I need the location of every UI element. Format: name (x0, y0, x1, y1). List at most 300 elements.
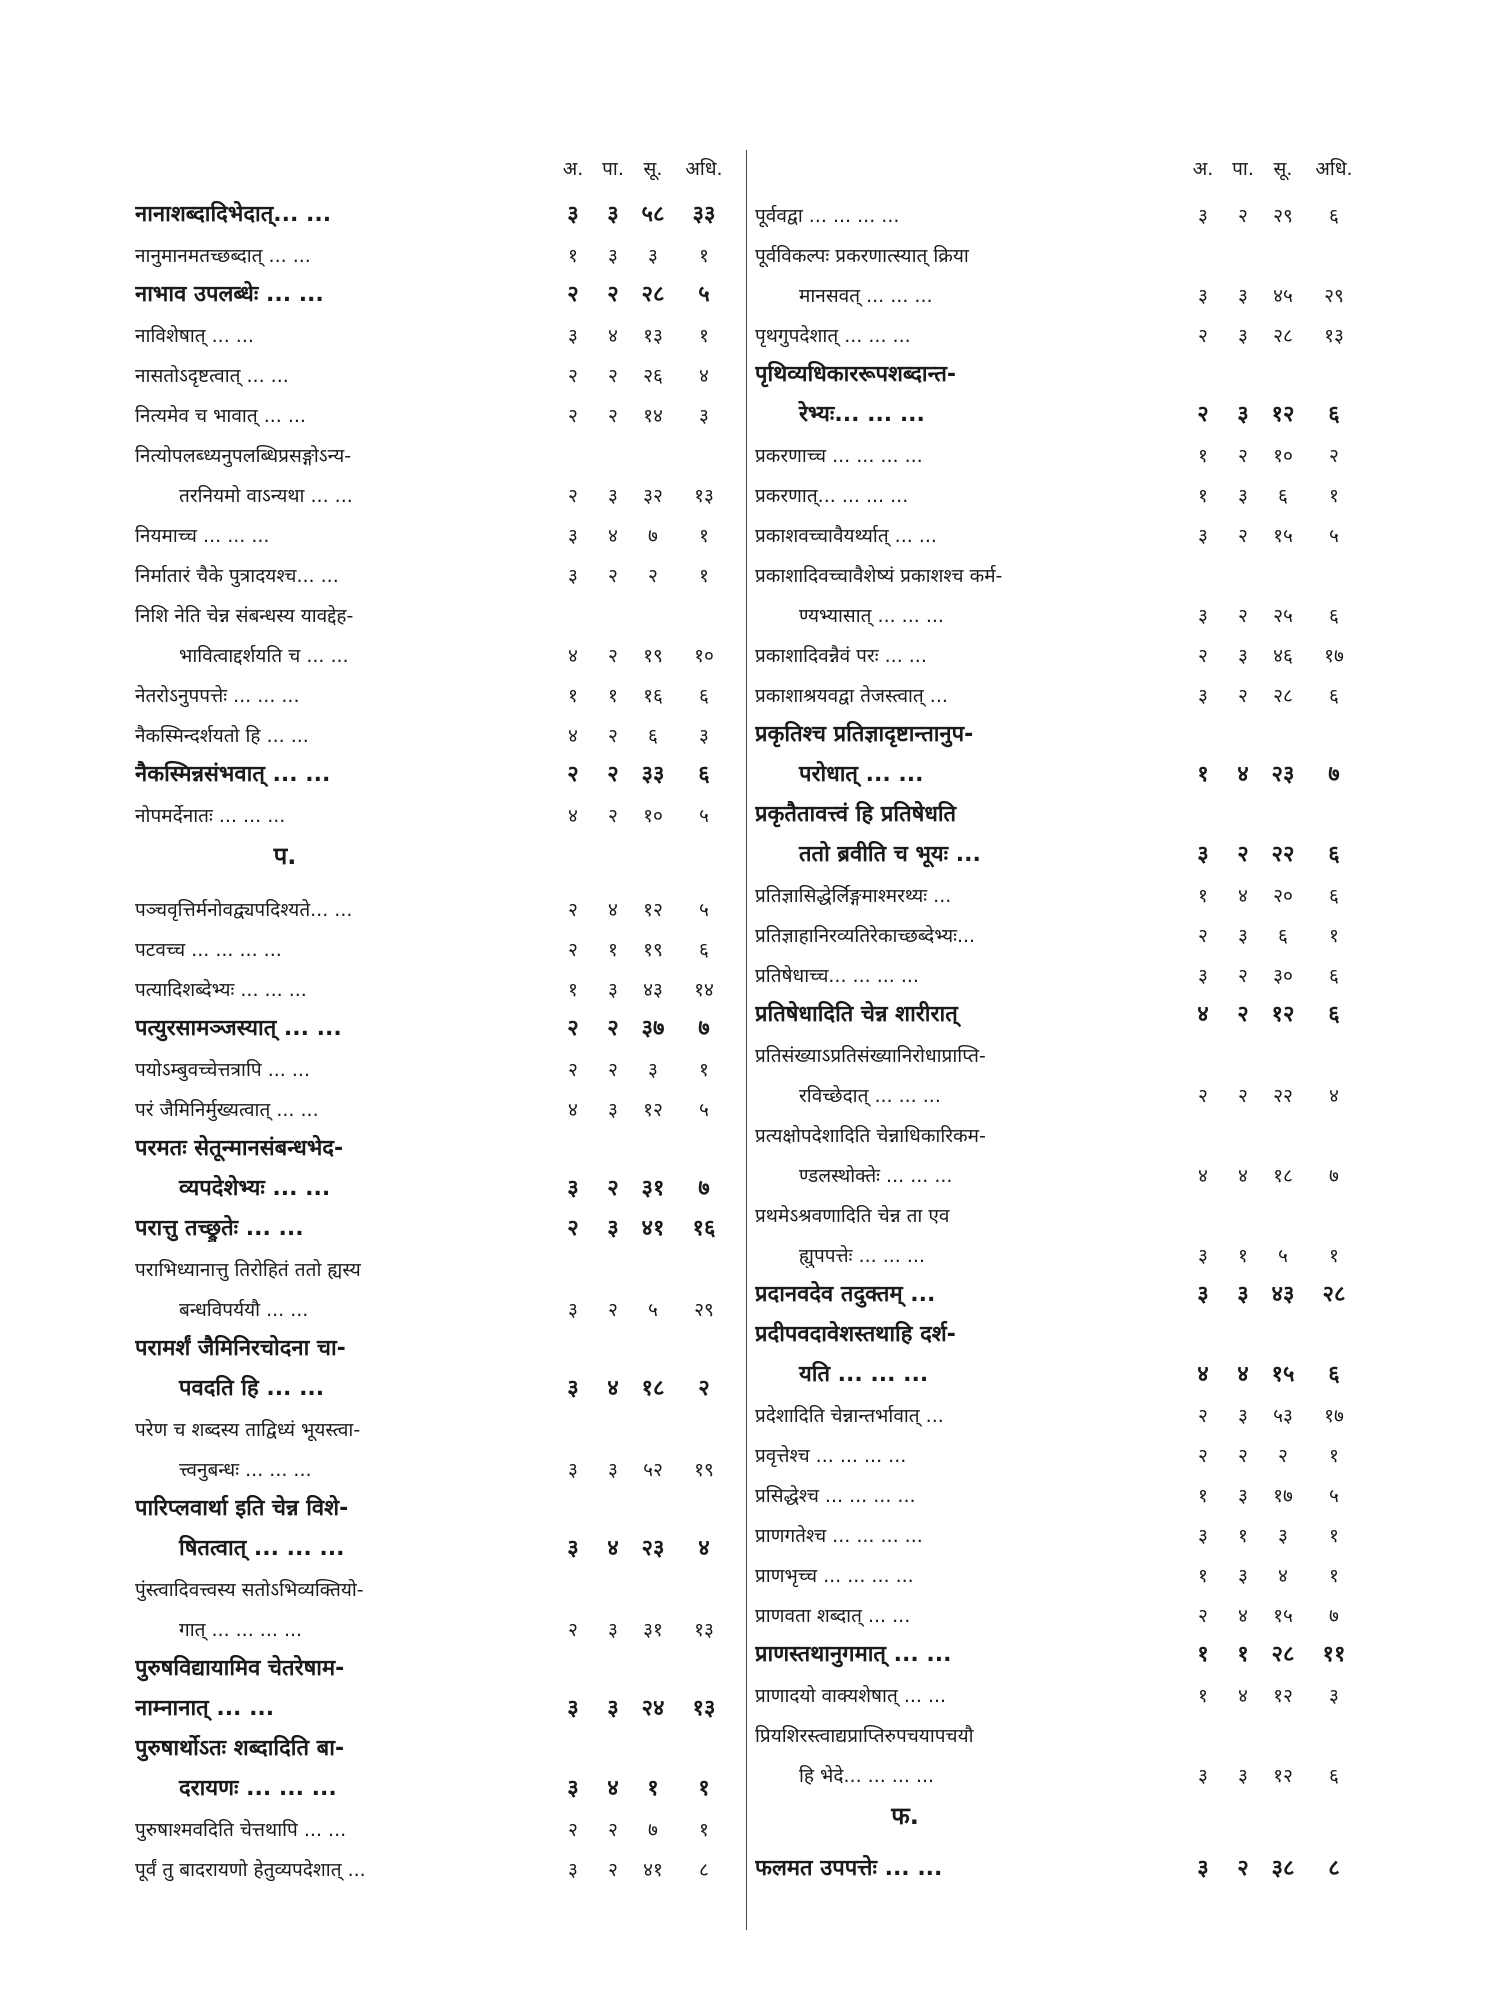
adhyaya-number: ३ (567, 1376, 579, 1401)
index-entry (755, 588, 1365, 628)
index-entry (135, 548, 735, 588)
adhyaya-number: १ (1198, 885, 1208, 907)
index-entry (135, 788, 735, 828)
index-entry (755, 628, 1365, 668)
sutra-number: ३१ (643, 1619, 663, 1641)
adhyaya-number: २ (568, 485, 578, 507)
adhyaya-number: ४ (568, 725, 578, 747)
sutra-text: पूर्ववद्वा ... ... ... ... (755, 205, 900, 227)
index-entry (755, 1588, 1365, 1628)
index-entry (135, 1442, 735, 1482)
sutra-text: प्रदानवदेव तदुक्तम् ... (755, 1282, 936, 1307)
sutra-number: १८ (1273, 1165, 1293, 1187)
sutra-text: ततो ब्रवीति च भूयः ... (799, 842, 981, 867)
right-column (755, 148, 1365, 1882)
adhikarana-number: १७ (1324, 645, 1344, 667)
adhyaya-number: ३ (1198, 525, 1208, 547)
pada-number: २ (608, 1059, 618, 1081)
sutra-text: प्रकृतिश्च प्रतिज्ञादृष्टान्तानुप- (755, 722, 974, 747)
sutra-text: ह्युपपत्तेः ... ... ... (799, 1245, 925, 1267)
sutra-number: ६ (648, 725, 658, 747)
sutra-text: पत्यादिशब्देभ्यः ... ... ... (135, 979, 307, 1001)
header-sutra: सू. (643, 158, 663, 180)
pada-number: ४ (1237, 1362, 1249, 1387)
sutra-text: षितत्वात् ... ... ... (179, 1536, 345, 1561)
adhyaya-number: ३ (1197, 842, 1209, 867)
sutra-text: प्रतिज्ञासिद्धेर्लिङ्गमाश्मरथ्यः ... (755, 885, 952, 907)
pada-number: ३ (1238, 485, 1248, 507)
adhyaya-number: २ (567, 762, 579, 787)
index-entry (755, 1188, 1365, 1228)
adhyaya-number: ३ (1198, 1525, 1208, 1547)
sutra-text: प्रकाशादिवन्नैवं परः ... ... (755, 645, 927, 667)
adhyaya-number: २ (567, 1216, 579, 1241)
sutra-number: ५३ (1273, 1405, 1293, 1427)
sutra-number: ५ (1278, 1245, 1288, 1267)
sutra-text: प्रवृत्तेश्च ... ... ... ... (755, 1445, 907, 1467)
pada-number: ३ (608, 485, 618, 507)
sutra-text: बन्धविपर्ययौ ... ... (179, 1299, 309, 1321)
sutra-number: ५८ (641, 202, 665, 227)
pada-number: ३ (608, 1099, 618, 1121)
adhyaya-number: २ (567, 282, 579, 307)
sutra-text: प्रियशिरस्त्वाद्यप्राप्तिरुपचयापचयौ (755, 1725, 974, 1747)
sutra-number: ४६ (1273, 645, 1293, 667)
index-entry (755, 268, 1365, 308)
index-entry (135, 1682, 735, 1722)
adhikarana-number: १४ (694, 979, 714, 1001)
sutra-number: १२ (1273, 1765, 1293, 1787)
index-entry (755, 228, 1365, 268)
sutra-number: ३ (648, 245, 658, 267)
sutra-number: १९ (643, 645, 663, 667)
pada-number: २ (608, 565, 618, 587)
sutra-text: प्रदीपवदावेशस्तथाहि दर्श- (755, 1322, 956, 1347)
adhyaya-number: २ (1198, 325, 1208, 347)
index-entry (135, 922, 735, 962)
index-entry (755, 1428, 1365, 1468)
pada-number: ३ (1238, 1565, 1248, 1587)
adhyaya-number: ३ (1197, 1856, 1209, 1881)
pada-number: २ (607, 282, 619, 307)
adhyaya-number: ४ (1197, 1362, 1209, 1387)
pada-number: १ (1237, 1642, 1249, 1667)
section-letter: फ. (891, 1801, 919, 1830)
index-entry (135, 268, 735, 308)
index-entry (755, 1468, 1365, 1508)
sutra-text: नोपमर्देनातः ... ... ... (135, 805, 286, 827)
index-entry (755, 868, 1365, 908)
sutra-text: प्रदेशादिति चेन्नान्तर्भावात् ... (755, 1405, 944, 1427)
sutra-number: २३ (641, 1536, 665, 1561)
sutra-number: २८ (1273, 325, 1293, 347)
index-entry (755, 1348, 1365, 1388)
pada-number: ३ (1238, 645, 1248, 667)
adhikarana-number: ६ (1329, 685, 1339, 707)
sutra-number: १५ (1271, 1362, 1295, 1387)
index-entry (135, 1762, 735, 1802)
index-entry (135, 308, 735, 348)
index-entry (755, 908, 1365, 948)
adhyaya-number: ४ (1197, 1002, 1209, 1027)
pada-number: ४ (1238, 1165, 1248, 1187)
index-entry (755, 1708, 1365, 1748)
adhyaya-number: ३ (568, 525, 578, 547)
sutra-number: २८ (641, 282, 665, 307)
adhyaya-number: २ (568, 1059, 578, 1081)
index-entry (755, 1388, 1365, 1428)
adhyaya-number: १ (1198, 445, 1208, 467)
index-entry (755, 1548, 1365, 1588)
header-pada: पा. (1232, 158, 1254, 180)
sutra-text: परमतः सेतून्मानसंबन्धभेद- (135, 1136, 344, 1161)
index-entry (135, 348, 735, 388)
sutra-text: प्रतिज्ञाहानिरव्यतिरेकाच्छब्देभ्यः... (755, 925, 976, 947)
adhikarana-number: २ (1329, 445, 1339, 467)
header-pada: पा. (602, 158, 624, 180)
index-entry (755, 1308, 1365, 1348)
sutra-number: ३ (648, 1059, 658, 1081)
sutra-text: प्रकाशवच्चावैयर्थ्यात् ... ... (755, 525, 937, 547)
pada-number: २ (1238, 685, 1248, 707)
sutra-text: प्रतिषेधादिति चेन्न शारीरात् (755, 1002, 958, 1027)
sutra-number: २९ (1273, 205, 1293, 227)
index-entry (755, 468, 1365, 508)
index-entry (135, 1242, 735, 1282)
adhikarana-number: १७ (1324, 1405, 1344, 1427)
adhikarana-number: ५ (699, 899, 709, 921)
adhyaya-number: १ (568, 685, 578, 707)
pada-number: ३ (1238, 925, 1248, 947)
sutra-number: २ (1278, 1445, 1288, 1467)
adhyaya-number: २ (568, 405, 578, 427)
adhyaya-number: ३ (568, 565, 578, 587)
sutra-text: त्त्वनुबन्धः ... ... ... (179, 1459, 312, 1481)
index-entry (755, 388, 1365, 428)
sutra-text: प्राणादयो वाक्यशेषात् ... ... (755, 1685, 947, 1707)
pada-number: २ (608, 1819, 618, 1841)
index-entry (135, 1002, 735, 1042)
sutra-number: १२ (643, 1099, 663, 1121)
pada-number: २ (1238, 1085, 1248, 1107)
sutra-text: भावित्वाद्दर्शयति च ... ... (179, 645, 349, 667)
pada-number: ३ (608, 979, 618, 1001)
index-entry (755, 428, 1365, 468)
sutra-number: ६ (1278, 925, 1288, 947)
sutra-text: पृथगुपदेशात् ... ... ... (755, 325, 911, 347)
adhyaya-number: ३ (567, 1776, 579, 1801)
adhyaya-number: २ (568, 1619, 578, 1641)
sutra-number: २८ (1271, 1642, 1295, 1667)
adhikarana-number: १३ (694, 485, 714, 507)
sutra-text: निर्मातारं चैके पुत्रादयश्च... ... (135, 565, 339, 587)
sutra-text: पयोऽम्बुवच्चेत्तत्रापि ... ... (135, 1059, 310, 1081)
sutra-text: प्रतिसंख्याऽप्रतिसंख्यानिरोधाप्राप्ति- (755, 1045, 986, 1067)
pada-number: ४ (1238, 1605, 1248, 1627)
adhikarana-number: ६ (1328, 842, 1340, 867)
index-entry (755, 988, 1365, 1028)
index-entry (755, 348, 1365, 388)
index-entry (135, 1362, 735, 1402)
sutra-text: नासतोऽदृष्टत्वात् ... ... (135, 365, 289, 387)
adhikarana-number: २९ (694, 1299, 714, 1321)
sutra-number: १२ (1271, 1002, 1295, 1027)
index-entry (755, 828, 1365, 868)
adhikarana-number: २९ (1324, 285, 1344, 307)
adhikarana-number: ५ (698, 282, 710, 307)
sutra-number: २५ (1273, 605, 1293, 627)
pada-number: १ (1238, 1525, 1248, 1547)
sutra-text: यति ... ... ... (799, 1362, 929, 1387)
header-adhyaya: अ. (1192, 158, 1214, 180)
pada-number: २ (608, 1859, 618, 1881)
sutra-text: व्यपदेशेभ्यः ... ... (179, 1176, 331, 1201)
sutra-text: नैकस्मिन्नसंभवात् ... ... (135, 762, 331, 787)
adhikarana-number: ६ (1328, 1362, 1340, 1387)
sutra-text: पत्युरसामञ्जस्यात् ... ... (135, 1016, 342, 1041)
index-entry (135, 468, 735, 508)
adhyaya-number: ३ (567, 1696, 579, 1721)
index-entry (135, 1802, 735, 1842)
sutra-number: १० (643, 805, 663, 827)
adhyaya-number: २ (568, 365, 578, 387)
sutra-number: १४ (643, 405, 663, 427)
header-adhyaya: अ. (562, 158, 584, 180)
adhyaya-number: १ (1198, 485, 1208, 507)
sutra-number: १९ (643, 939, 663, 961)
pada-number: २ (608, 405, 618, 427)
adhyaya-number: १ (1198, 1485, 1208, 1507)
adhikarana-number: ६ (1329, 885, 1339, 907)
index-entry (755, 1508, 1365, 1548)
adhyaya-number: ३ (568, 1459, 578, 1481)
right-entries (755, 188, 1365, 1882)
adhikarana-number: ५ (1329, 525, 1339, 547)
sutra-number: ७ (648, 1819, 658, 1841)
adhyaya-number: ४ (568, 645, 578, 667)
index-entry (755, 308, 1365, 348)
index-entry (135, 1122, 735, 1162)
sutra-text: रविच्छेदात् ... ... ... (799, 1085, 941, 1107)
sutra-number: २२ (1273, 1085, 1293, 1107)
pada-number: ३ (1238, 1405, 1248, 1427)
sutra-number: ३१ (641, 1176, 665, 1201)
adhikarana-number: १३ (1324, 325, 1344, 347)
index-entry (755, 748, 1365, 788)
index-entry (135, 1042, 735, 1082)
header-sutra: सू. (1273, 158, 1293, 180)
adhyaya-number: ३ (568, 325, 578, 347)
index-entry (755, 708, 1365, 748)
adhikarana-number: ६ (699, 685, 709, 707)
adhikarana-number: १ (1329, 925, 1339, 947)
sutra-text: प्रसिद्धेश्च ... ... ... ... (755, 1485, 916, 1507)
index-entry (755, 668, 1365, 708)
left-column-header (135, 148, 735, 188)
sutra-text: पुरुषाश्मवदिति चेत्तथापि ... ... (135, 1819, 347, 1841)
pada-number: ३ (608, 1459, 618, 1481)
adhikarana-number: १ (1329, 1525, 1339, 1547)
pada-number: २ (608, 365, 618, 387)
pada-number: ४ (607, 1376, 619, 1401)
adhikarana-number: ८ (699, 1859, 709, 1881)
adhikarana-number: १ (1329, 1565, 1339, 1587)
header-adhikarana: अधि. (685, 158, 723, 180)
index-entry (135, 1202, 735, 1242)
index-entry (135, 1482, 735, 1522)
pada-number: ४ (607, 1536, 619, 1561)
sutra-text: पृथिव्यधिकाररूपशब्दान्त- (755, 362, 957, 387)
index-entry (755, 1268, 1365, 1308)
sutra-text: पारिप्लवार्था इति चेन्न विशे- (135, 1496, 349, 1521)
index-entry (135, 428, 735, 468)
sutra-text: नेतरोऽनुपपत्तेः ... ... ... (135, 685, 300, 707)
sutra-text: रेभ्यः... ... ... (799, 402, 925, 427)
index-entry (135, 962, 735, 1002)
adhikarana-number: १ (1329, 1245, 1339, 1267)
adhyaya-number: ३ (568, 1859, 578, 1881)
header-adhikarana: अधि. (1315, 158, 1353, 180)
pada-number: २ (1238, 965, 1248, 987)
adhikarana-number: ५ (1329, 1485, 1339, 1507)
pada-number: ४ (608, 899, 618, 921)
sutra-text: परामर्शं जैमिनिरचोदना चा- (135, 1336, 346, 1361)
sutra-text: नित्योपलब्ध्यनुपलब्धिप्रसङ्गोऽन्य- (135, 445, 352, 467)
sutra-number: १५ (1273, 525, 1293, 547)
adhikarana-number: ७ (1328, 762, 1340, 787)
adhyaya-number: २ (568, 1819, 578, 1841)
sutra-text: प्रकाशादिवच्चावैशेष्यं प्रकाशश्च कर्म- (755, 565, 1003, 587)
index-entry (135, 1562, 735, 1602)
adhyaya-number: ३ (1198, 605, 1208, 627)
pada-number: ३ (1237, 402, 1249, 427)
sutra-number: १२ (1273, 1685, 1293, 1707)
pada-number: ३ (1238, 285, 1248, 307)
pada-number: २ (1238, 605, 1248, 627)
sutra-text: तरनियमो वाऽन्यथा ... ... (179, 485, 353, 507)
adhikarana-number: १ (699, 1819, 709, 1841)
sutra-text: नित्यमेव च भावात् ... ... (135, 405, 306, 427)
adhikarana-number: १ (699, 325, 709, 347)
sutra-number: १८ (641, 1376, 665, 1401)
sutra-text: प्रकाशाश्रयवद्वा तेजस्त्वात् ... (755, 685, 948, 707)
sutra-number: १ (647, 1776, 659, 1801)
sutra-text: दरायणः ... ... ... (179, 1776, 337, 1801)
sutra-number: १७ (1273, 1485, 1293, 1507)
pada-number: ३ (607, 1696, 619, 1721)
sutra-text: हि भेदे... ... ... ... (799, 1765, 935, 1787)
sutra-number: १२ (1271, 402, 1295, 427)
sutra-text: फलमत उपपत्तेः ... ... (755, 1856, 943, 1881)
right-column-header (755, 148, 1365, 188)
sutra-number: ४५ (1273, 285, 1293, 307)
index-entry (135, 588, 735, 628)
sutra-text: निशि नेति चेन्न संबन्धस्य यावद्देह- (135, 605, 354, 627)
sutra-number: ४ (1278, 1565, 1288, 1587)
sutra-text: नाविशेषात् ... ... (135, 325, 254, 347)
index-entry (755, 1228, 1365, 1268)
sutra-text: पुंस्त्वादिवत्त्वस्य सतोऽभिव्यक्तियो- (135, 1579, 364, 1601)
index-entry (135, 1602, 735, 1642)
sutra-text: मानसवत् ... ... ... (799, 285, 933, 307)
sutra-text: ण्यभ्यासात् ... ... ... (799, 605, 944, 627)
index-entry (755, 508, 1365, 548)
pada-number: २ (1238, 205, 1248, 227)
sutra-text: परात्तु तच्छ्रुतेः ... ... (135, 1216, 304, 1241)
sutra-number: १६ (643, 685, 663, 707)
sutra-text: नानाशब्दादिभेदात्... ... (135, 202, 332, 227)
adhikarana-number: ६ (699, 939, 709, 961)
sutra-number: १५ (1273, 1605, 1293, 1627)
pada-number: २ (1238, 1445, 1248, 1467)
sutra-number: २४ (641, 1696, 665, 1721)
adhikarana-number: ८ (1328, 1856, 1340, 1881)
adhikarana-number: १ (699, 525, 709, 547)
sutra-number: ३ (1278, 1525, 1288, 1547)
index-entry (135, 628, 735, 668)
pada-number: ४ (608, 325, 618, 347)
adhikarana-number: ७ (1329, 1165, 1339, 1187)
sutra-text: पुरुषविद्यायामिव चेतरेषाम- (135, 1656, 345, 1681)
sutra-number: १३ (643, 325, 663, 347)
pada-number: २ (608, 805, 618, 827)
adhyaya-number: २ (1198, 1445, 1208, 1467)
index-entry (135, 1642, 735, 1682)
sutra-text: नानुमानमतच्छब्दात् ... ... (135, 245, 311, 267)
sutra-text: पराभिध्यानात्तु तिरोहितं ततो ह्यस्य (135, 1259, 361, 1281)
sutra-text: प्रकरणात्... ... ... ... (755, 485, 909, 507)
adhikarana-number: १ (699, 1059, 709, 1081)
adhikarana-number: ६ (1329, 1765, 1339, 1787)
adhikarana-number: ४ (698, 1536, 710, 1561)
pada-number: २ (1237, 1856, 1249, 1881)
sutra-number: ४१ (641, 1216, 665, 1241)
adhikarana-number: ७ (698, 1176, 710, 1201)
adhyaya-number: ३ (567, 1176, 579, 1201)
sutra-text: पटवच्च ... ... ... ... (135, 939, 282, 961)
sutra-number: ५ (648, 1299, 658, 1321)
index-entry (135, 1322, 735, 1362)
adhyaya-number: ३ (568, 1299, 578, 1321)
sutra-number: ३७ (641, 1016, 665, 1041)
index-entry (135, 748, 735, 788)
pada-number: ३ (607, 202, 619, 227)
adhikarana-number: १९ (694, 1459, 714, 1481)
adhikarana-number: ३ (1329, 1685, 1339, 1707)
pada-number: ३ (608, 245, 618, 267)
index-entry (755, 1628, 1365, 1668)
sutra-text: प्राणगतेश्च ... ... ... ... (755, 1525, 923, 1547)
sutra-number: ५२ (643, 1459, 663, 1481)
sutra-text: ण्डलस्थोक्तेः ... ... ... (799, 1165, 953, 1187)
index-entry (135, 1522, 735, 1562)
index-entry (755, 1148, 1365, 1188)
sutra-number: ३० (1273, 965, 1293, 987)
sutra-text: नाम्नानात् ... ... (135, 1696, 275, 1721)
sutra-number: २ (648, 565, 658, 587)
adhyaya-number: ३ (1198, 285, 1208, 307)
adhikarana-number: ३ (699, 405, 709, 427)
sutra-number: ३३ (641, 762, 665, 787)
index-entry (755, 1108, 1365, 1148)
index-entry (755, 948, 1365, 988)
pada-number: ४ (1237, 762, 1249, 787)
pada-number: २ (1237, 1002, 1249, 1027)
index-entry (755, 188, 1365, 228)
index-entry (135, 1722, 735, 1762)
adhikarana-number: ४ (1329, 1085, 1339, 1107)
adhikarana-number: ७ (1329, 1605, 1339, 1627)
